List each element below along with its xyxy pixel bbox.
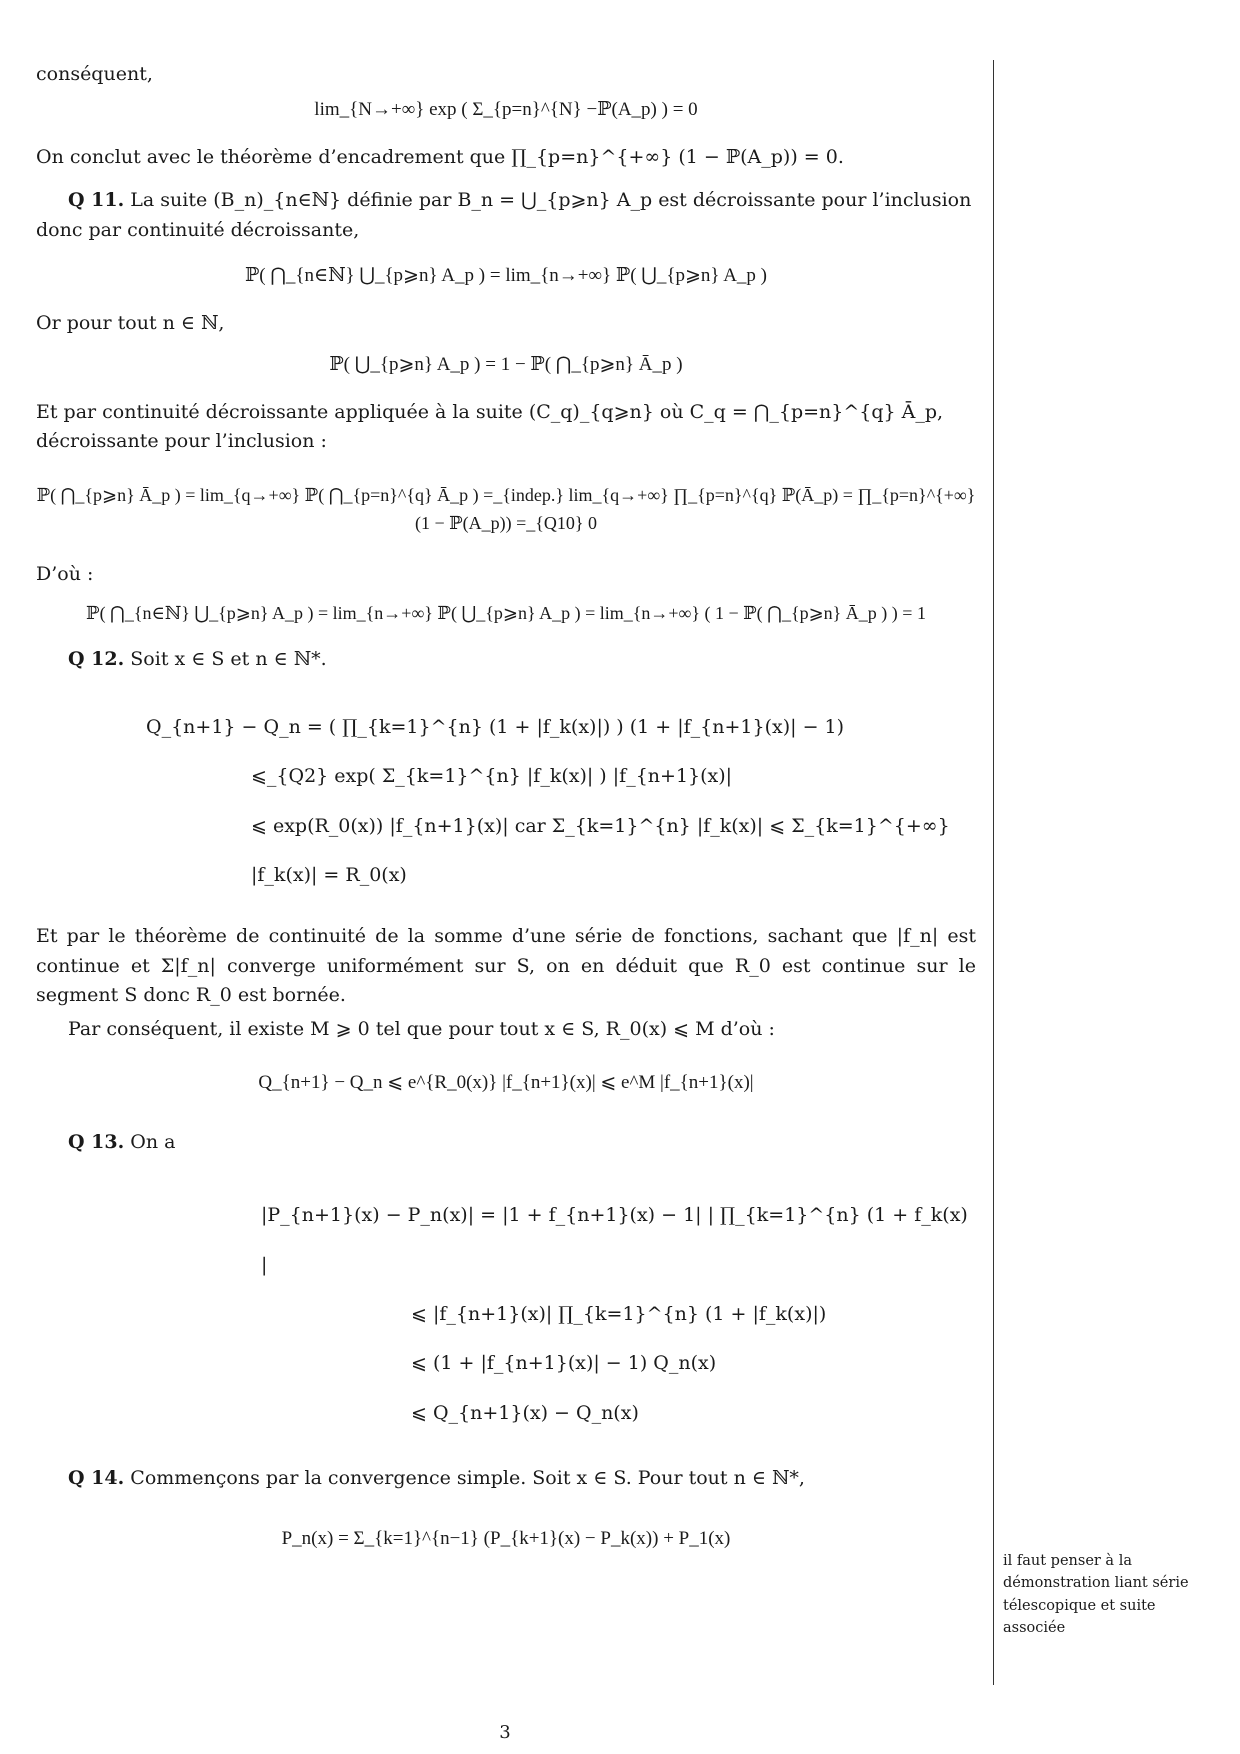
margin-divider <box>993 60 994 1685</box>
equation-complement <box>36 350 976 379</box>
equation-text: ℙ( ⋂_{p⩾n} Ā_p ) = lim_{q→+∞} ℙ( ⋂_{p=n}^{q} Ā_p ) =_{indep.} lim_{q→+∞} ∏_{p=n}^{q} ℙ(Ā_p) = ∏_{p=n}^{+∞} (1 − ℙ(A_p)) =_{Q10} 0 <box>36 485 976 534</box>
equation-line: ⩽ Q_{n+1}(x) − Q_n(x) <box>411 1401 639 1424</box>
question-label: Q 14. <box>68 1467 125 1490</box>
text-line: Or pour tout n ∈ ℕ, <box>36 311 225 334</box>
equation-line: ⩽ exp(R_0(x)) |f_{n+1}(x)| car Σ_{k=1}^{n} |f_k(x)| ⩽ Σ_{k=1}^{+∞} |f_k(x)| = R_0(x) <box>251 814 950 887</box>
equation-limsup-prob <box>36 261 976 290</box>
equation-block-q12 <box>146 703 976 901</box>
equation-telescoping <box>36 1524 976 1553</box>
equation-text: ℙ( ⋂_{n∈ℕ} ⋃_{p⩾n} A_p ) = lim_{n→+∞} ℙ( ⋃_{p⩾n} A_p ) = lim_{n→+∞} ( 1 − ℙ( ⋂_{p⩾n} Ā_p ) ) = 1 <box>86 602 926 623</box>
question-text: On a <box>130 1130 176 1153</box>
question-label: Q 13. <box>68 1130 125 1153</box>
text-line: Et par continuité décroissante appliquée à la suite (C_q)_{q⩾n} où C_q = ⋂_{p=n}^{q} Ā_p, décroissante pour l’inclusion : <box>36 400 944 452</box>
equation-borel-cantelli-result <box>36 600 976 628</box>
equation-line: Q_{n+1} − Q_n = ( ∏_{k=1}^{n} (1 + |f_k(x)|) ) (1 + |f_{n+1}(x)| − 1) <box>146 715 845 738</box>
equation-line: ⩽_{Q2} exp( Σ_{k=1}^{n} |f_k(x)| ) |f_{n+1}(x)| <box>251 765 733 788</box>
question-12 <box>36 645 976 674</box>
margin-note: il faut penser à la démonstration liant série télescopique et suite associée <box>1003 1553 1189 1637</box>
equation-text: ℙ( ⋂_{n∈ℕ} ⋃_{p⩾n} A_p ) = lim_{n→+∞} ℙ( ⋃_{p⩾n} A_p ) <box>244 265 768 287</box>
equation-line: ⩽ |f_{n+1}(x)| ∏_{k=1}^{n} (1 + |f_k(x)|) <box>411 1302 827 1325</box>
text-line: conséquent, <box>36 63 153 85</box>
question-text: Commençons par la convergence simple. Soit x ∈ S. Pour tout n ∈ ℕ*, <box>130 1467 805 1490</box>
page-number: 3 <box>499 1722 511 1743</box>
equation-line: ⩽ (1 + |f_{n+1}(x)| − 1) Q_n(x) <box>411 1352 717 1375</box>
question-text: La suite (B_n)_{n∈ℕ} définie par B_n = ⋃_{p⩾n} A_p est décroissante pour l’inclusion donc par continuité décroissante, <box>36 189 972 241</box>
question-14 <box>36 1464 976 1493</box>
text-line: D’où : <box>36 563 94 586</box>
question-text: Soit x ∈ S et n ∈ ℕ*. <box>130 648 327 671</box>
question-label: Q 12. <box>68 648 125 671</box>
equation-block-q13 <box>261 1191 976 1438</box>
paragraph: Par conséquent, il existe M ⩾ 0 tel que pour tout x ∈ S, R_0(x) ⩽ M d’où : <box>68 1017 775 1040</box>
question-13 <box>36 1128 976 1157</box>
equation-text: P_n(x) = Σ_{k=1}^{n−1} (P_{k+1}(x) − P_k(x)) + P_1(x) <box>281 1527 731 1549</box>
equation-text: ℙ( ⋃_{p⩾n} A_p ) = 1 − ℙ( ⋂_{p⩾n} Ā_p ) <box>329 354 683 376</box>
equation-continuity-independence <box>36 482 976 538</box>
question-label: Q 11. <box>68 189 125 212</box>
text-line: On conclut avec le théorème d’encadrement que ∏_{p=n}^{+∞} (1 − ℙ(A_p)) = 0. <box>36 145 844 168</box>
paragraph: Et par le théorème de continuité de la somme d’une série de fonctions, sachant que |f_n| est continue et Σ|f_n| converge uniformément sur S, on en déduit que R_0 est continue sur le segment S donc R_0 est bornée. <box>36 925 976 1007</box>
equation-bound-q <box>36 1068 976 1097</box>
equation-text: lim_{N→+∞} exp ( Σ_{p=n}^{N} −ℙ(A_p) ) = 0 <box>314 99 698 121</box>
main-text-column <box>36 60 976 1567</box>
equation-line: |P_{n+1}(x) − P_n(x)| = |1 + f_{n+1}(x) − 1| | ∏_{k=1}^{n} (1 + f_k(x) | <box>261 1204 968 1276</box>
question-11 <box>36 186 976 245</box>
equation-limit-exp <box>36 95 976 124</box>
equation-text: Q_{n+1} − Q_n ⩽ e^{R_0(x)} |f_{n+1}(x)| ⩽ e^M |f_{n+1}(x)| <box>258 1072 754 1094</box>
